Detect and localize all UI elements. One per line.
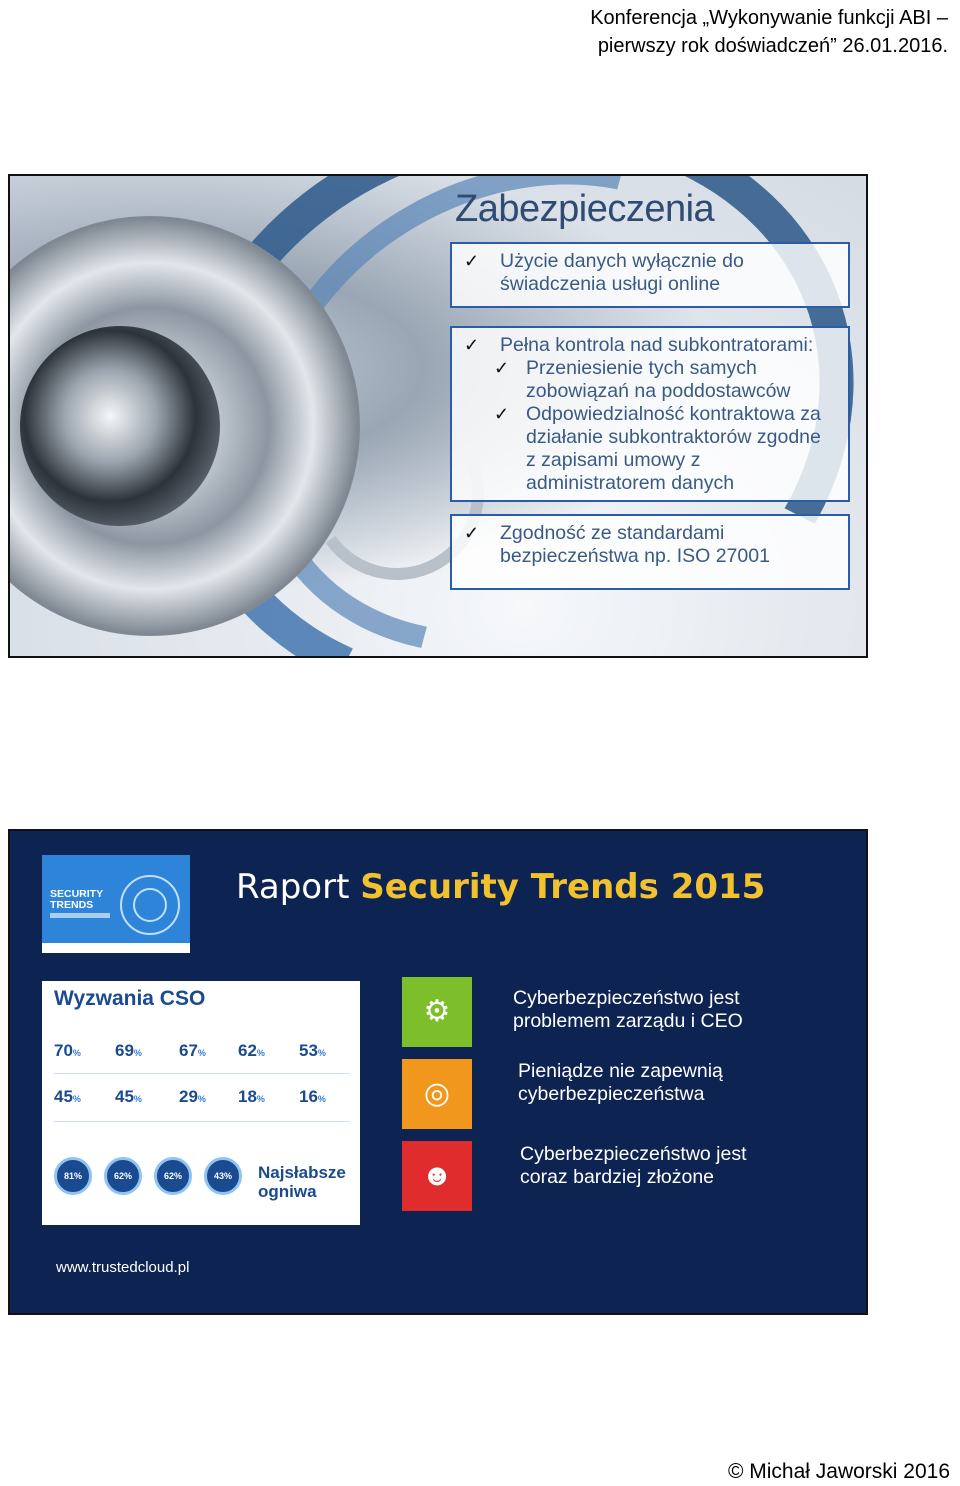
- title-accent: Security Trends 2015: [360, 867, 766, 907]
- check-icon: ✓: [464, 335, 480, 355]
- stat-circle: 62%: [154, 1157, 192, 1195]
- header-line-1: Konferencja „Wykonywanie funkcji ABI –: [590, 7, 948, 29]
- cso-infographic: [42, 981, 360, 1225]
- point-text: Użycie danych wyłącznie do świadczenia usługi online: [500, 250, 744, 295]
- cover-footer-strip: [42, 943, 190, 953]
- vault-dial-icon: [133, 888, 167, 922]
- sub-point-text: Odpowiedzialność kontraktowa za działanie subkontraktorów zgodne z zapisami umowy z administratorem danych: [526, 403, 821, 494]
- stat-value: 53%: [299, 1041, 326, 1060]
- website-link[interactable]: www.trustedcloud.pl: [56, 1259, 190, 1276]
- slide-security-trends: [8, 829, 868, 1315]
- governance-tile: [402, 977, 472, 1047]
- cover-title: SECURITY TRENDS: [50, 888, 104, 911]
- divider: [54, 1073, 350, 1074]
- complexity-tile: [402, 1141, 472, 1211]
- stat-value: 62%: [238, 1041, 265, 1060]
- stat-value: 16%: [299, 1087, 326, 1106]
- stat-value: 29%: [179, 1087, 206, 1106]
- padlock-dial-image: [20, 326, 220, 526]
- point-box-subcontractors: [450, 326, 850, 502]
- infographic-title: Wyzwania CSO: [54, 987, 206, 1010]
- page-header: [590, 4, 948, 60]
- point-box-standards: [450, 514, 850, 590]
- point-box-data-usage: [450, 242, 850, 308]
- coins-icon: ◎: [423, 1077, 451, 1110]
- slide-security: [8, 174, 868, 658]
- slide-title: Zabezpieczenia: [455, 188, 715, 230]
- check-icon: ✓: [464, 251, 480, 271]
- money-tile: [402, 1059, 472, 1129]
- stat-value: 45%: [115, 1087, 142, 1106]
- check-icon: ✓: [494, 358, 510, 378]
- weakest-links-label: Najsłabsze ogniwa: [258, 1163, 346, 1201]
- check-icon: ✓: [494, 404, 510, 424]
- stat-value: 69%: [115, 1041, 142, 1060]
- header-line-2: pierwszy rok doświadczeń” 26.01.2016.: [597, 35, 948, 57]
- stat-circle: 81%: [54, 1157, 92, 1195]
- point-text: Pełna kontrola nad subkontratorami:: [500, 334, 814, 356]
- point-text: Zgodność ze standardami bezpieczeństwa np. ISO 27001: [500, 522, 770, 567]
- people-gears-icon: ⚙: [423, 995, 451, 1028]
- stat-value: 45%: [54, 1087, 81, 1106]
- stat-circle: 62%: [104, 1157, 142, 1195]
- slide-title: [236, 867, 765, 907]
- cover-subtitle-bar: [50, 913, 110, 918]
- report-cover-image: [42, 855, 190, 953]
- group-icon: ☻: [421, 1159, 453, 1192]
- title-plain: Raport: [236, 867, 361, 907]
- point-complexity: Cyberbezpieczeństwo jest coraz bardziej złożone: [520, 1143, 747, 1188]
- point-money: Pieniądze nie zapewnią cyberbezpieczeństwa: [518, 1060, 723, 1105]
- stat-circle: 43%: [204, 1157, 242, 1195]
- sub-point-text: Przeniesienie tych samych zobowiązań na poddostawców: [526, 357, 791, 402]
- copyright-footer: © Michał Jaworski 2016: [727, 1460, 950, 1483]
- point-governance: Cyberbezpieczeństwo jest problemem zarządu i CEO: [513, 987, 743, 1032]
- stat-value: 70%: [54, 1041, 81, 1060]
- divider: [54, 1121, 350, 1122]
- check-icon: ✓: [464, 523, 480, 543]
- stat-value: 18%: [238, 1087, 265, 1106]
- stat-value: 67%: [179, 1041, 206, 1060]
